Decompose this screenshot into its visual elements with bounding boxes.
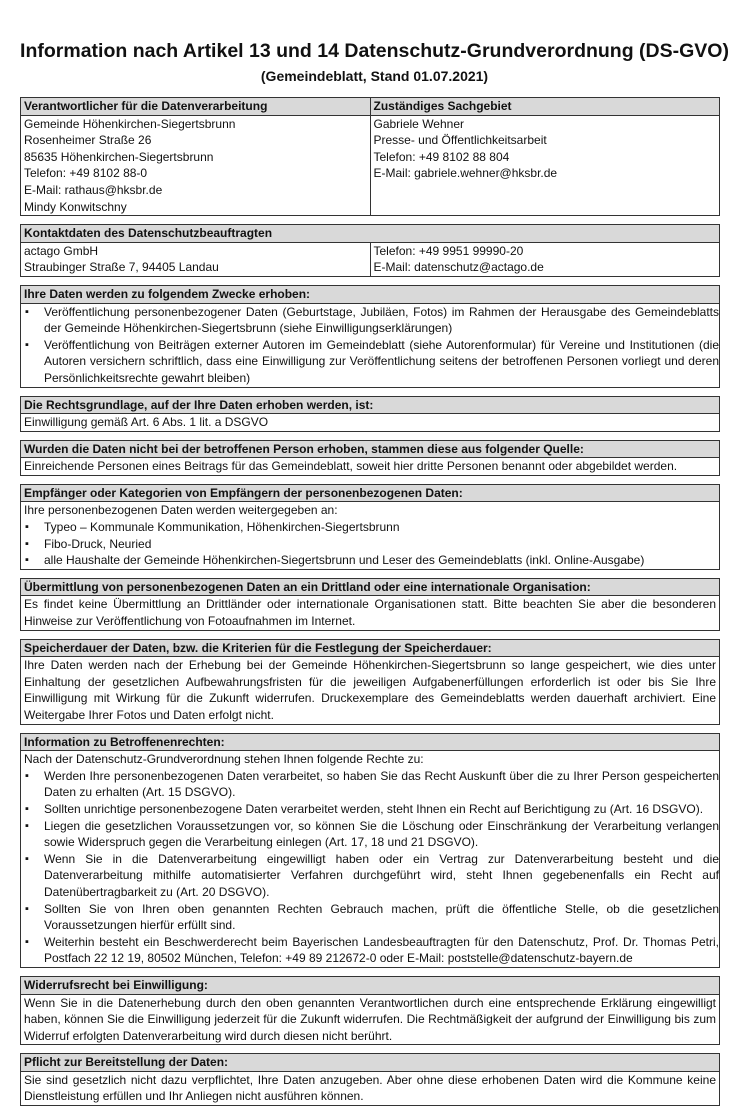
rights-list xyxy=(21,768,719,967)
document-content xyxy=(20,97,720,1114)
rights-intro: Nach der Datenschutz-Grundverordnung stehen Ihnen folgende Rechte zu: xyxy=(24,752,424,767)
retention-header: Speicherdauer der Daten, bzw. die Kriterien für die Festlegung der Speicherdauer: xyxy=(21,640,719,658)
purposes-list xyxy=(21,304,719,387)
legal-basis-box xyxy=(20,396,720,432)
recipients-header: Empfänger oder Kategorien von Empfängern der personenbezogenen Daten: xyxy=(21,485,719,503)
controller-phone: Telefon: +49 8102 88-0 xyxy=(24,166,148,181)
controller-body-row xyxy=(21,116,719,216)
withdrawal-header: Widerrufsrecht bei Einwilligung: xyxy=(21,977,719,995)
controller-city: 85635 Höhenkirchen-Siegertsbrunn xyxy=(24,149,214,164)
list-item: ▪ alle Haushalte der Gemeinde Höhenkirchen-Siegertsbrunn und Leser des Gemeindeblatts (inkl. Online-Ausgabe) xyxy=(21,552,719,569)
list-item: ▪ Typeo – Kommunale Kommunikation, Höhenkirchen-Siegertsbrunn xyxy=(21,519,719,536)
dpo-body-row xyxy=(21,243,719,276)
list-item: ▪ Sollten unrichtige personenbezogene Daten verarbeitet werden, steht Ihnen ein Recht auf Berichtigung zu (Art. 16 DSGVO). xyxy=(21,801,719,818)
controller-street: Rosenheimer Straße 26 xyxy=(24,133,152,148)
withdrawal-box xyxy=(20,976,720,1045)
controller-details xyxy=(21,116,370,216)
list-item: ▪ Fibo-Druck, Neuried xyxy=(21,536,719,553)
dpo-company: actago GmbH xyxy=(24,243,99,258)
dpo-box xyxy=(20,224,720,277)
dpo-street: Straubinger Straße 7, 94405 Landau xyxy=(24,260,219,275)
department-name: Presse- und Öffentlichkeitsarbeit xyxy=(373,133,547,148)
document-title: Information nach Artikel 13 und 14 Datenschutz-Grundverordnung (DS-GVO) xyxy=(20,40,729,62)
recipients-intro: Ihre personenbezogenen Daten werden weitergegeben an: xyxy=(24,503,338,518)
purposes-header: Ihre Daten werden zu folgendem Zwecke erhoben: xyxy=(21,286,719,304)
dpo-header: Kontaktdaten des Datenschutzbeauftragten xyxy=(21,225,719,243)
source-text: Einreichende Personen eines Beitrags für das Gemeindeblatt, soweit hier dritte Personen benannt oder abgebildet werden. xyxy=(24,459,678,474)
transfer-box xyxy=(20,578,720,631)
dpo-email: E-Mail: datenschutz@actago.de xyxy=(373,260,544,275)
list-item: ▪ Wenn Sie in die Datenverarbeitung eingewilligt haben oder ein Vertrag zur Datenverarbeitung besteht und die Datenverarbeitung mithilfe automatisierter Verfahren durchgeführt wird, steht Ihnen gegebenenfalls ein Recht auf Datenübertragbarkeit zu (Art. 20 DSGVO). xyxy=(21,851,719,901)
source-header: Wurden die Daten nicht bei der betroffenen Person erhoben, stammen diese aus folgender Quelle: xyxy=(21,441,719,459)
list-item: ▪ Veröffentlichung personenbezogener Daten (Geburtstage, Jubiläen, Fotos) im Rahmen der Herausgabe des Gemeindeblatts der Gemeinde Höhenkirchen-Siegertsbrunn (siehe Einwilligungserklärungen) xyxy=(21,304,719,337)
obligation-box xyxy=(20,1053,720,1106)
department-contact-name: Gabriele Wehner xyxy=(373,116,464,131)
transfer-header: Übermittlung von personenbezogenen Daten an ein Drittland oder eine internationale Organisation: xyxy=(21,579,719,597)
legal-basis-text: Einwilligung gemäß Art. 6 Abs. 1 lit. a DSGVO xyxy=(24,415,269,430)
controller-name: Gemeinde Höhenkirchen-Siegertsbrunn xyxy=(24,116,236,131)
document-subtitle: (Gemeindeblatt, Stand 01.07.2021) xyxy=(260,68,489,84)
dpo-address xyxy=(21,243,370,276)
list-item: ▪ Sollten Sie von Ihren oben genannten Rechten Gebrauch machen, prüft die öffentliche Stelle, ob die gesetzlichen Voraussetzungen hierfür erfüllt sind. xyxy=(21,901,719,934)
controller-box xyxy=(20,97,720,216)
obligation-header: Pflicht zur Bereitstellung der Daten: xyxy=(21,1054,719,1072)
withdrawal-text: Wenn Sie in die Datenerhebung durch den oben genannten Verantwortlichen durch eine entsprechende Erklärung eingewilligt haben, können Sie die Einwilligung jederzeit für die Zukunft widerrufen. Die Rechtmäßigkeit der aufgrund der Einwilligung bis zum Widerruf erfolgten Datenverarbeitung wird durch diesen nicht berührt. xyxy=(24,995,716,1043)
department-email: E-Mail: gabriele.wehner@hksbr.de xyxy=(373,166,558,181)
department-header: Zuständiges Sachgebiet xyxy=(370,98,720,116)
controller-person: Mindy Konwitschny xyxy=(24,199,127,214)
department-phone: Telefon: +49 8102 88 804 xyxy=(373,149,510,164)
list-item: ▪ Weiterhin besteht ein Beschwerderecht beim Bayerischen Landesbeauftragten für den Datenschutz, Prof. Dr. Thomas Petri, Postfach 22 12 19, 80502 München, Telefon: +49 89 212672-0 oder E-Mail: poststelle@datenschutz-bayern.de xyxy=(21,934,719,967)
source-box xyxy=(20,440,720,476)
controller-header: Verantwortlicher für die Datenverarbeitung xyxy=(21,98,370,116)
list-item: ▪ Werden Ihre personenbezogenen Daten verarbeitet, so haben Sie das Recht Auskunft über die zu Ihrer Person gespeicherten Daten zu erhalten (Art. 15 DSGVO). xyxy=(21,768,719,801)
dpo-contact xyxy=(370,243,720,276)
list-item: ▪ Veröffentlichung von Beiträgen externer Autoren im Gemeindeblatt (siehe Autorenformular) für Vereine und Institutionen (die Autoren versichern schriftlich, dass eine Einwilligung zur Veröffentlichung seitens der betroffenen Personen vorliegt und deren Persönlichkeitsrechte gewahrt bleiben) xyxy=(21,337,719,387)
obligation-text: Sie sind gesetzlich nicht dazu verpflichtet, Ihre Daten anzugeben. Aber ohne diese erhobenen Daten wird die Kommune keine Dienstleistung erfüllen und Ihr Anliegen nicht ausführen können. xyxy=(24,1072,716,1104)
retention-text: Ihre Daten werden nach der Erhebung bei der Gemeinde Höhenkirchen-Siegertsbrunn so lange gespeichert, wie dies unter Einhaltung der gesetzlichen Aufbewahrungsfristen für die jeweiligen Aufgabenerfüllungen erforderlich ist oder bis Sie Ihre Einwilligung mit Wirkung für die Zukunft widerrufen. Druckexemplare des Gemeindeblatts werden dauerhaft archiviert. Eine Weitergabe Ihrer Fotos und Daten erfolgt nicht. xyxy=(24,658,716,722)
retention-box xyxy=(20,639,720,725)
rights-header: Information zu Betroffenenrechten: xyxy=(21,734,719,752)
transfer-text: Es findet keine Übermittlung an Drittländer oder internationale Organisationen statt. Bitte beachten Sie aber die besonderen Hinweise zur Veröffentlichung von Fotoaufnahmen im Internet. xyxy=(24,597,716,629)
department-details xyxy=(370,116,720,216)
controller-header-row xyxy=(21,98,719,116)
purposes-box xyxy=(20,285,720,388)
controller-email: E-Mail: rathaus@hksbr.de xyxy=(24,182,163,197)
list-item: ▪ Liegen die gesetzlichen Voraussetzungen vor, so können Sie die Löschung oder Einschränkung der Verarbeitung verlangen sowie Widerspruch gegen die Verarbeitung einlegen (Art. 17, 18 und 21 DSGVO). xyxy=(21,818,719,851)
legal-basis-header: Die Rechtsgrundlage, auf der Ihre Daten erhoben werden, ist: xyxy=(21,397,719,415)
recipients-box xyxy=(20,484,720,570)
dpo-phone: Telefon: +49 9951 99990-20 xyxy=(373,243,524,258)
recipients-list xyxy=(21,519,719,569)
rights-box xyxy=(20,733,720,968)
